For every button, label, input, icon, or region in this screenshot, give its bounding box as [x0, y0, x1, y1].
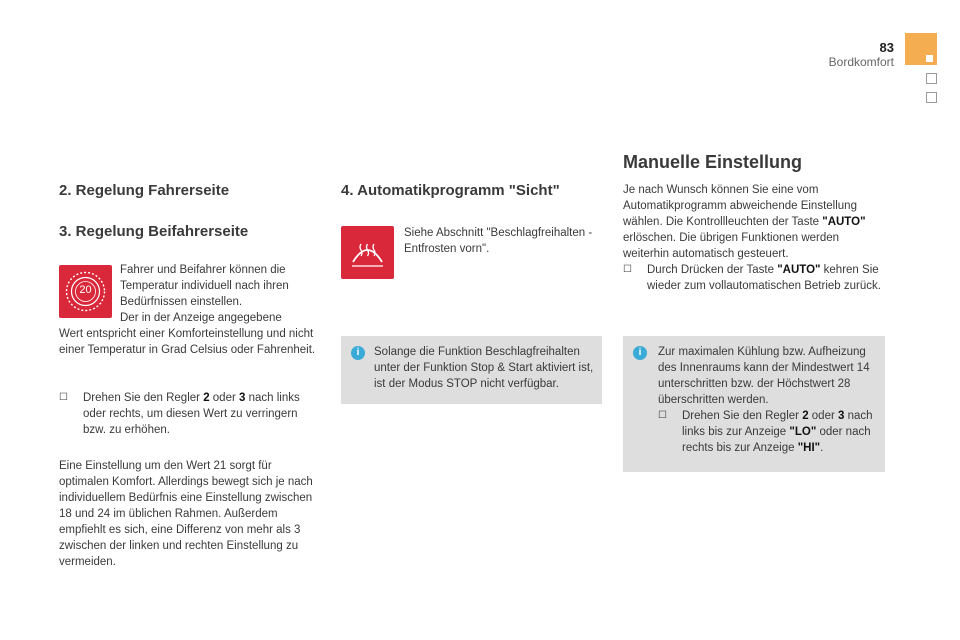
intro-line: Der in der Anzeige angegebene: [120, 312, 282, 324]
section-tab-inactive-2: [926, 92, 937, 103]
info-box-stop-start: [341, 336, 602, 404]
bullet-icon: ☐: [59, 392, 68, 403]
section-title: Bordkomfort: [828, 55, 894, 69]
intro-text-top: [120, 262, 320, 326]
heading-auto-program: 4. Automatikprogramm "Sicht": [341, 182, 560, 199]
bullet-press-auto: [623, 262, 885, 294]
heading-passenger-side: 3. Regelung Beifahrerseite: [59, 223, 249, 240]
intro-text-rest: Wert entspricht einer Komforteinstellung und nicht einer Temperatur in Grad Celsius oder Fahrenheit.: [59, 328, 316, 356]
reference-text: Siehe Abschnitt "Beschlagfreihalten - Entfrosten vorn".: [404, 227, 593, 255]
bullet-icon: ☐: [623, 264, 632, 275]
intro-line: Bedürfnissen einstellen.: [120, 296, 243, 308]
comfort-text: Eine Einstellung um den Wert 21 sorgt für optimalen Komfort. Allerdings bewegt sich je nach individuellem Bedürfnis eine Einstellung zwischen 18 und 24 im üblichen Rahmen. Außerdem empfiehlt es sich, eine Differenz von mehr als 3 zwischen der linken und rechten Einstellung zu vermeiden.: [59, 460, 313, 568]
temperature-dial-icon: [59, 265, 112, 318]
bullet-text: Drehen Sie den Regler 2 oder 3 nach links oder rechts, um diesen Wert zu verringern bzw. zu erhöhen.: [83, 392, 300, 436]
heading-manual-setting: Manuelle Einstellung: [623, 152, 803, 172]
bullet-turn-dial: [59, 390, 321, 438]
info-text: Zur maximalen Kühlung bzw. Aufheizung des Innenraums kann der Mindestwert 14 unterschritten bzw. der Höchstwert 28 überschritten werden.: [658, 346, 870, 406]
info-box-max-cooling: [623, 336, 885, 472]
bullet-text: Drehen Sie den Regler 2 oder 3 nach links bis zur Anzeige "LO" oder nach rechts bis zur Anzeige "HI".: [682, 410, 873, 454]
page-number: 83: [879, 40, 894, 55]
section-tab-marker: [926, 55, 933, 62]
section-tab-inactive-1: [926, 73, 937, 84]
heading-driver-side: 2. Regelung Fahrerseite: [59, 182, 230, 199]
bullet-text: Durch Drücken der Taste "AUTO" kehren Sie wieder zum vollautomatischen Betrieb zurück.: [647, 264, 881, 292]
info-icon: i: [351, 346, 365, 360]
manual-setting-text: Je nach Wunsch können Sie eine vom Automatikprogramm abweichende Einstellung wählen. Die Kontrollleuchten der Taste "AUTO" erlöschen. Die übrigen Funktionen werden weiterhin automatisch gesteuert.: [623, 184, 866, 260]
intro-line: Fahrer und Beifahrer können die: [120, 264, 286, 276]
info-text: Solange die Funktion Beschlagfreihalten unter der Funktion Stop & Start aktiviert ist, ist der Modus STOP nicht verfügbar.: [374, 346, 594, 390]
bullet-icon: ☐: [658, 410, 667, 421]
info-icon: i: [633, 346, 647, 360]
intro-line: Temperatur individuell nach ihren: [120, 280, 289, 292]
info-bullet: [658, 408, 880, 456]
windscreen-defrost-icon: [341, 226, 394, 279]
dial-value: 20: [79, 284, 92, 296]
